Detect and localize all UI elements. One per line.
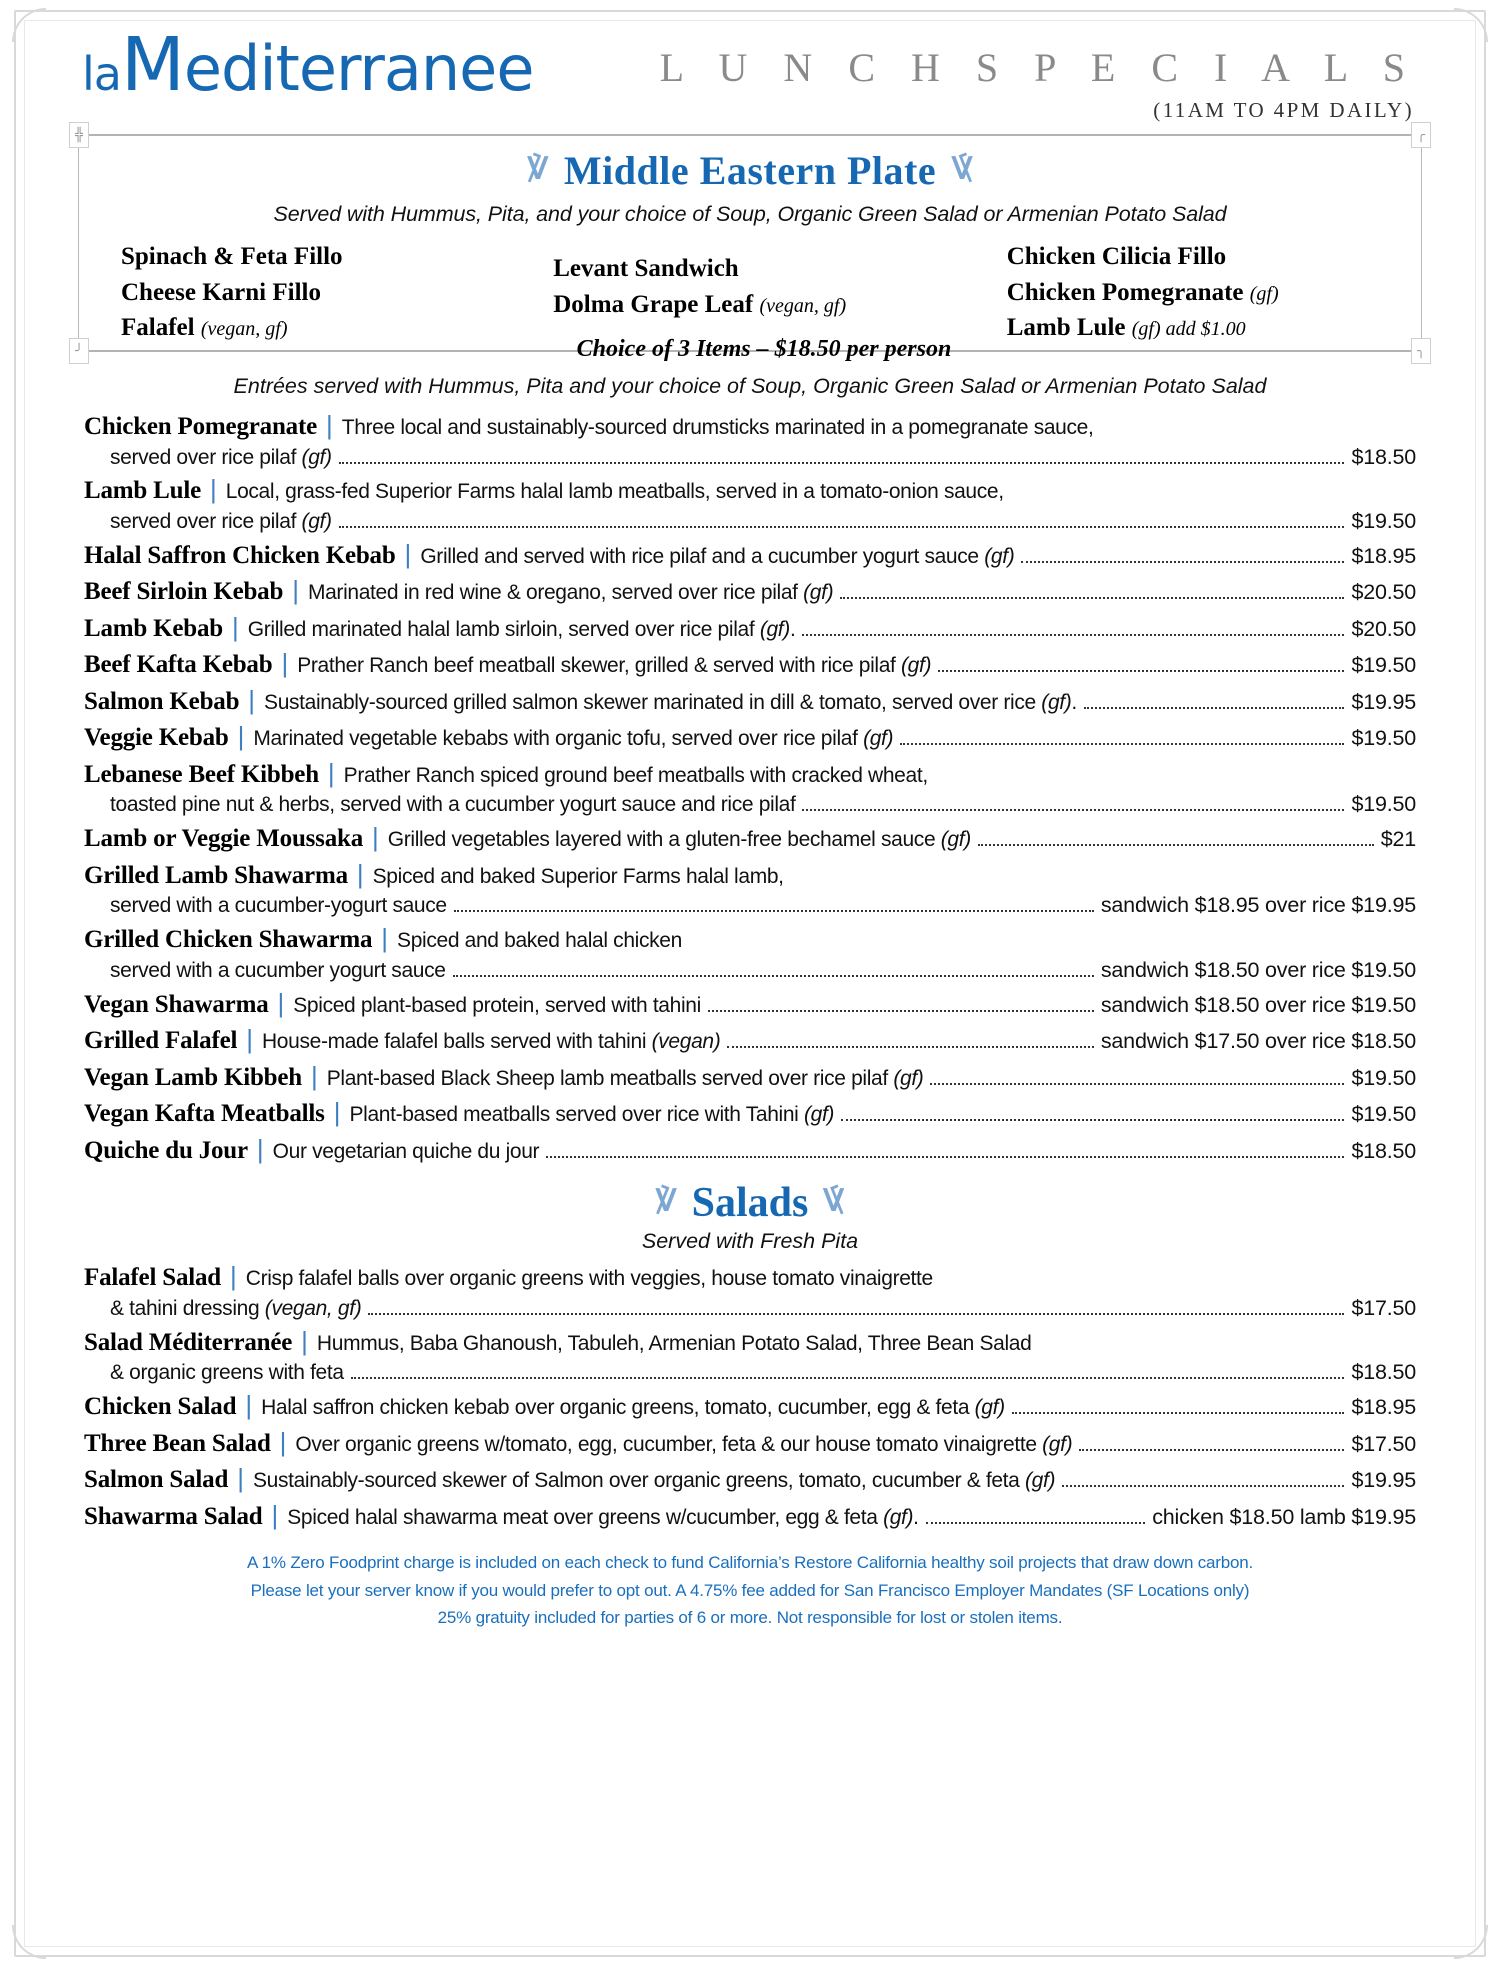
dot-leader — [339, 462, 1345, 464]
dot-leader — [930, 1083, 1344, 1085]
plate-item-name: Dolma Grape Leaf — [553, 290, 754, 318]
menu-item-price: $19.50 — [1351, 1102, 1416, 1127]
plate-item-name: Chicken Cilicia Fillo — [1006, 243, 1227, 270]
menu-item-name: Vegan Lamb Kibbeh — [84, 1063, 302, 1091]
menu-item-name: Vegan Shawarma — [84, 990, 269, 1018]
menu-item-price: $19.95 — [1351, 1468, 1416, 1493]
dot-leader — [978, 844, 1374, 846]
menu-item-primary-line — [84, 1426, 1416, 1461]
menu-item-name: Lebanese Beef Kibbeh — [84, 760, 319, 788]
menu-item-primary-line — [84, 858, 1416, 893]
dot-leader — [841, 1119, 1344, 1121]
plate-item-tag: (vegan, gf) — [200, 318, 288, 340]
menu-item-description: Spiced plant-based protein, served with tahini — [293, 993, 701, 1017]
menu-item-secondary-line — [84, 791, 1416, 819]
footer-line-3: 25% gratuity included for parties of 6 or more. Not responsible for lost or stolen items. — [437, 1608, 1063, 1628]
menu-item-price: $18.50 — [1351, 1138, 1416, 1163]
separator-bar-icon: | — [281, 648, 289, 679]
dot-leader — [938, 670, 1344, 672]
menu-item-price: $18.50 — [1351, 1360, 1416, 1385]
plate-item — [1007, 239, 1411, 275]
menu-item-description-cont: toasted pine nut & herbs, served with a cucumber yogurt sauce and rice pilaf — [110, 793, 796, 817]
dot-leader — [727, 1046, 1093, 1048]
middle-eastern-plate-section — [75, 128, 1425, 362]
separator-bar-icon: | — [310, 1060, 318, 1091]
separator-bar-icon: | — [277, 987, 285, 1018]
menu-item-description: Sustainably-sourced skewer of Salmon over organic greens, tomato, cucumber & feta (gf) — [252, 1469, 1056, 1493]
menu-item-description: House-made falafel balls served with tahini (vegan) — [261, 1030, 721, 1054]
plate-item-tag: (gf) — [1249, 282, 1279, 305]
menu-item-description-cont: & tahini dressing (vegan, gf) — [110, 1296, 362, 1320]
box-corner-icon-bottom-right: ╮ — [1411, 338, 1431, 364]
menu-item-row[interactable] — [84, 1389, 1416, 1424]
plate-section-title — [89, 150, 1411, 192]
menu-item-primary-line — [84, 409, 1416, 444]
menu-item-description: Three local and sustainably-sourced drumsticks marinated in a pomegranate sauce, — [341, 416, 1094, 439]
plate-item-name: Falafel — [121, 314, 195, 341]
separator-bar-icon: | — [230, 1261, 237, 1292]
separator-bar-icon: | — [333, 1097, 341, 1128]
plate-item-tag: (gf) add $1.00 — [1131, 318, 1246, 340]
dot-leader — [546, 1156, 1344, 1158]
menu-item-price: $17.50 — [1351, 1295, 1416, 1320]
menu-item-primary-line — [84, 1260, 1416, 1295]
menu-item-description-cont: served with a cucumber-yogurt sauce — [110, 894, 447, 918]
menu-item-description: Halal saffron chicken kebab over organic greens, tomato, cucumber, egg & feta (gf) — [261, 1396, 1005, 1420]
menu-item-name: Shawarma Salad — [84, 1502, 263, 1530]
separator-bar-icon: | — [256, 1133, 264, 1164]
menu-item-description: Prather Ranch beef meatball skewer, grilled & served with rice pilaf (gf) — [297, 654, 932, 678]
flourish-icon-right: ℣ — [950, 152, 974, 187]
menu-item-row[interactable] — [84, 1133, 1416, 1168]
menu-item-secondary-line — [84, 444, 1416, 472]
menu-item-row[interactable] — [84, 821, 1416, 856]
menu-item-price: $18.95 — [1351, 1395, 1416, 1420]
dot-leader — [368, 1313, 1344, 1315]
separator-bar-icon: | — [248, 684, 256, 715]
menu-item-row[interactable] — [84, 858, 1416, 920]
corner-ornament-bottom-right — [1454, 1925, 1488, 1959]
logo-text-la: la — [82, 47, 121, 101]
menu-item-row[interactable] — [84, 720, 1416, 755]
dot-leader — [900, 743, 1344, 745]
menu-item-primary-line — [84, 987, 1416, 1022]
menu-item-name: Veggie Kebab — [84, 724, 229, 752]
corner-ornament-bottom-left — [12, 1925, 46, 1959]
footer-line-1: A 1% Zero Foodprint charge is included on each check to fund California’s Restore California healthy soil projects that draw down carbon. — [246, 1553, 1254, 1573]
separator-bar-icon: | — [381, 923, 389, 954]
separator-bar-icon: | — [292, 575, 299, 606]
dot-leader — [708, 1010, 1094, 1012]
menu-item-primary-line — [84, 473, 1416, 508]
dot-leader — [926, 1522, 1146, 1524]
separator-bar-icon: | — [325, 410, 333, 440]
menu-item-row[interactable] — [84, 1260, 1416, 1322]
menu-item-price: $20.50 — [1351, 616, 1416, 641]
plate-item-name: Lamb Lule — [1006, 314, 1126, 341]
separator-bar-icon: | — [356, 858, 364, 889]
menu-item-description: Over organic greens w/tomato, egg, cucumber, feta & our house tomato vinaigrette (gf) — [295, 1432, 1073, 1456]
menu-item-description: Spiced and baked Superior Farms halal lamb, — [372, 864, 784, 888]
logo-text-m: M — [120, 22, 184, 108]
menu-item-price: $19.50 — [1351, 1065, 1416, 1090]
box-corner-icon-top-right: ╭ — [1411, 122, 1431, 148]
menu-item-secondary-line — [84, 1359, 1416, 1387]
menu-item-description: Grilled marinated halal lamb sirloin, served over rice pilaf (gf). — [247, 617, 796, 641]
menu-item-primary-line — [84, 1389, 1416, 1424]
menu-item-name: Grilled Chicken Shawarma — [84, 926, 373, 954]
plate-column-1 — [89, 239, 525, 346]
menu-item-primary-line — [84, 1499, 1416, 1534]
menu-item-name: Salad Méditerranée — [84, 1328, 293, 1356]
menu-item-primary-line — [84, 720, 1416, 755]
salads-subtitle: Served with Fresh Pita — [641, 1229, 859, 1254]
plate-item — [1007, 275, 1411, 311]
plate-subtitle: Served with Hummus, Pita, and your choice of Soup, Organic Green Salad or Armenian Potato Salad — [273, 202, 1227, 226]
plate-item-name: Cheese Karni Fillo — [121, 278, 321, 306]
menu-item-description: Spiced halal shawarma meat over greens w/cucumber, egg & feta (gf). — [287, 1505, 919, 1529]
menu-item-primary-line — [84, 1023, 1416, 1058]
plate-item — [121, 275, 525, 311]
plate-item — [553, 251, 974, 287]
menu-item-primary-line — [84, 1096, 1416, 1131]
menu-item-name: Chicken Salad — [84, 1393, 237, 1421]
menu-item-price: sandwich $17.50 over rice $18.50 — [1100, 1029, 1416, 1054]
menu-item-description: Plant-based meatballs served over rice with Tahini (gf) — [349, 1103, 835, 1127]
menu-item-name: Quiche du Jour — [84, 1136, 248, 1164]
separator-bar-icon: | — [279, 1426, 287, 1457]
salads-section-title — [60, 1179, 1440, 1227]
dot-leader — [1084, 707, 1345, 709]
menu-item-primary-line — [84, 538, 1416, 573]
separator-bar-icon: | — [372, 822, 379, 853]
menu-item-name: Vegan Kafta Meatballs — [84, 1100, 325, 1128]
dot-leader — [351, 1377, 1345, 1379]
flourish-icon-left: ℣ — [526, 152, 550, 187]
menu-item-row[interactable] — [84, 987, 1416, 1022]
separator-bar-icon: | — [245, 1390, 253, 1421]
menu-item-name: Grilled Falafel — [84, 1027, 238, 1055]
dot-leader — [453, 975, 1094, 977]
plate-item — [121, 239, 525, 275]
restaurant-logo — [82, 22, 534, 108]
dot-leader — [802, 809, 1344, 811]
menu-item-description-cont: served with a cucumber yogurt sauce — [110, 958, 446, 982]
plate-item — [121, 310, 525, 346]
plate-item-name: Chicken Pomegranate — [1006, 278, 1244, 306]
menu-item-name: Salmon Kebab — [84, 687, 240, 715]
corner-ornament-top-left — [12, 8, 46, 42]
plate-title-text: Middle Eastern Plate — [563, 148, 937, 193]
menu-item-description-cont: served over rice pilaf (gf) — [110, 509, 332, 533]
menu-item-name: Grilled Lamb Shawarma — [84, 861, 348, 889]
box-corner-icon-bottom-left: ╯ — [69, 338, 89, 364]
menu-item-primary-line — [84, 821, 1416, 856]
plate-column-2 — [525, 239, 974, 363]
separator-bar-icon: | — [246, 1024, 253, 1055]
menu-item-price: $20.50 — [1351, 580, 1416, 605]
menu-item-price: $19.50 — [1351, 508, 1416, 533]
hours-text: (11AM TO 4PM DAILY) — [1153, 98, 1414, 122]
plate-column-3 — [975, 239, 1411, 346]
menu-item-description: Grilled vegetables layered with a gluten-free bechamel sauce (gf) — [387, 828, 971, 852]
menu-item-name: Beef Sirloin Kebab — [84, 578, 284, 606]
separator-bar-icon: | — [237, 721, 245, 752]
menu-item-name: Beef Kafta Kebab — [84, 651, 273, 679]
separator-bar-icon: | — [209, 474, 217, 505]
plate-item-tag: (vegan, gf) — [759, 294, 847, 317]
menu-item-description: Marinated vegetable kebabs with organic tofu, served over rice pilaf (gf) — [253, 727, 894, 751]
logo-text-rest: editerranee — [183, 32, 534, 105]
menu-item-name: Lamb Kebab — [84, 614, 224, 642]
menu-item-price: $18.95 — [1351, 543, 1416, 568]
menu-item-price: sandwich $18.95 over rice $19.95 — [1100, 893, 1416, 918]
menu-item-description: Our vegetarian quiche du jour — [272, 1139, 540, 1163]
dot-leader — [1012, 1412, 1345, 1414]
menu-item-row[interactable] — [84, 409, 1416, 471]
menu-item-row[interactable] — [84, 922, 1416, 984]
menu-item-price: $21 — [1380, 827, 1416, 852]
dot-leader — [339, 526, 1345, 528]
menu-item-primary-line — [84, 1133, 1416, 1168]
menu-item-primary-line — [84, 647, 1416, 682]
dot-leader — [840, 597, 1344, 599]
menu-item-row[interactable] — [84, 1325, 1416, 1387]
menu-item-primary-line — [84, 684, 1416, 719]
menu-item-row[interactable] — [84, 1060, 1416, 1095]
menu-item-description: Plant-based Black Sheep lamb meatballs served over rice pilaf (gf) — [326, 1066, 924, 1090]
salad-list — [84, 1260, 1416, 1533]
menu-item-name: Lamb or Veggie Moussaka — [84, 825, 364, 853]
menu-item-primary-line — [84, 1060, 1416, 1095]
menu-item-primary-line — [84, 922, 1416, 957]
menu-item-price: $19.50 — [1351, 726, 1416, 751]
menu-item-price: $19.50 — [1351, 792, 1416, 817]
menu-item-price: $17.50 — [1351, 1431, 1416, 1456]
dot-leader — [1021, 561, 1344, 563]
salads-title-text: Salads — [691, 1180, 809, 1227]
menu-item-price: sandwich $18.50 over rice $19.50 — [1100, 992, 1416, 1017]
menu-item-name: Halal Saffron Chicken Kebab — [84, 541, 396, 569]
menu-item-description: Prather Ranch spiced ground beef meatballs with cracked wheat, — [343, 763, 928, 787]
dot-leader — [802, 634, 1344, 636]
menu-item-secondary-line — [84, 892, 1416, 920]
menu-item-row[interactable] — [84, 1499, 1416, 1534]
plate-item — [553, 287, 974, 323]
separator-bar-icon: | — [301, 1325, 308, 1356]
menu-item-description: Hummus, Baba Ghanoush, Tabuleh, Armenian Potato Salad, Three Bean Salad — [316, 1331, 1032, 1355]
dot-leader — [1062, 1485, 1344, 1487]
menu-item-row[interactable] — [84, 684, 1416, 719]
menu-item-name: Falafel Salad — [84, 1264, 221, 1292]
entree-note: Entrées served with Hummus, Pita and your choice of Soup, Organic Green Salad or Armenian Potato Salad — [233, 374, 1267, 398]
menu-item-secondary-line — [84, 508, 1416, 536]
separator-bar-icon: | — [271, 1499, 279, 1530]
plate-item-name: Levant Sandwich — [553, 255, 739, 282]
page-title: L U N C H S P E C I A L S — [659, 45, 1418, 90]
menu-item-primary-line — [84, 574, 1416, 609]
menu-item-name: Lamb Lule — [84, 477, 201, 505]
menu-item-name: Chicken Pomegranate — [84, 413, 317, 440]
plate-columns — [89, 239, 1411, 363]
dot-leader — [1079, 1449, 1344, 1451]
menu-item-row[interactable] — [84, 647, 1416, 682]
plate-price-note: Choice of 3 Items – $18.50 per person — [576, 336, 952, 362]
menu-item-description-cont: & organic greens with feta — [110, 1361, 344, 1385]
plate-item-name: Spinach & Feta Fillo — [121, 243, 343, 270]
menu-item-primary-line — [84, 1462, 1416, 1497]
menu-item-primary-line — [84, 757, 1416, 792]
menu-item-description-cont: served over rice pilaf (gf) — [110, 445, 332, 469]
dot-leader — [454, 910, 1094, 912]
menu-item-primary-line — [84, 611, 1416, 646]
menu-item-secondary-line — [84, 957, 1416, 985]
menu-item-row[interactable] — [84, 1462, 1416, 1497]
flourish-icon-right: ℣ — [822, 1184, 846, 1220]
menu-item-description: Local, grass-fed Superior Farms halal lamb meatballs, served in a tomato-onion sauce, — [225, 480, 1004, 504]
menu-item-name: Salmon Salad — [84, 1466, 229, 1494]
menu-item-price: chicken $18.50 lamb $19.95 — [1152, 1504, 1416, 1529]
menu-item-description: Grilled and served with rice pilaf and a cucumber yogurt sauce (gf) — [420, 544, 1015, 568]
menu-item-secondary-line — [84, 1295, 1416, 1323]
menu-item-description: Sustainably-sourced grilled salmon skewer marinated in dill & tomato, served over rice (gf). — [264, 690, 1077, 714]
menu-item-primary-line — [84, 1325, 1416, 1360]
separator-bar-icon: | — [404, 538, 412, 569]
menu-item-row[interactable] — [84, 1023, 1416, 1058]
menu-item-description: Marinated in red wine & oregano, served over rice pilaf (gf) — [307, 581, 834, 605]
menu-item-row[interactable] — [84, 1096, 1416, 1131]
plate-item — [1007, 310, 1411, 346]
menu-item-name: Three Bean Salad — [84, 1429, 271, 1457]
menu-item-row[interactable] — [84, 611, 1416, 646]
entree-list — [84, 409, 1416, 1167]
box-corner-icon-top-left: ╬ — [69, 122, 89, 148]
footer-line-2: Please let your server know if you would prefer to opt out. A 4.75% fee added for San Francisco Employer Mandates (SF Locations only) — [250, 1580, 1250, 1600]
corner-ornament-top-right — [1454, 8, 1488, 42]
separator-bar-icon: | — [327, 757, 335, 788]
menu-item-price: $18.50 — [1351, 444, 1416, 469]
separator-bar-icon: | — [232, 611, 239, 642]
header-title-block — [660, 44, 1418, 123]
menu-item-price: sandwich $18.50 over rice $19.50 — [1100, 957, 1416, 982]
menu-item-description: Crisp falafel balls over organic greens with veggies, house tomato vinaigrette — [245, 1267, 933, 1291]
footer-disclaimer — [60, 1549, 1440, 1632]
separator-bar-icon: | — [237, 1463, 244, 1494]
menu-item-price: $19.95 — [1351, 689, 1416, 714]
menu-item-description: Spiced and baked halal chicken — [397, 929, 682, 953]
flourish-icon-left: ℣ — [654, 1184, 678, 1220]
menu-item-price: $19.50 — [1351, 653, 1416, 678]
menu-header — [60, 14, 1440, 122]
menu-item-row[interactable] — [84, 757, 1416, 819]
menu-item-row[interactable] — [84, 473, 1416, 535]
menu-item-row[interactable] — [84, 1426, 1416, 1461]
menu-item-row[interactable] — [84, 574, 1416, 609]
menu-item-row[interactable] — [84, 538, 1416, 573]
